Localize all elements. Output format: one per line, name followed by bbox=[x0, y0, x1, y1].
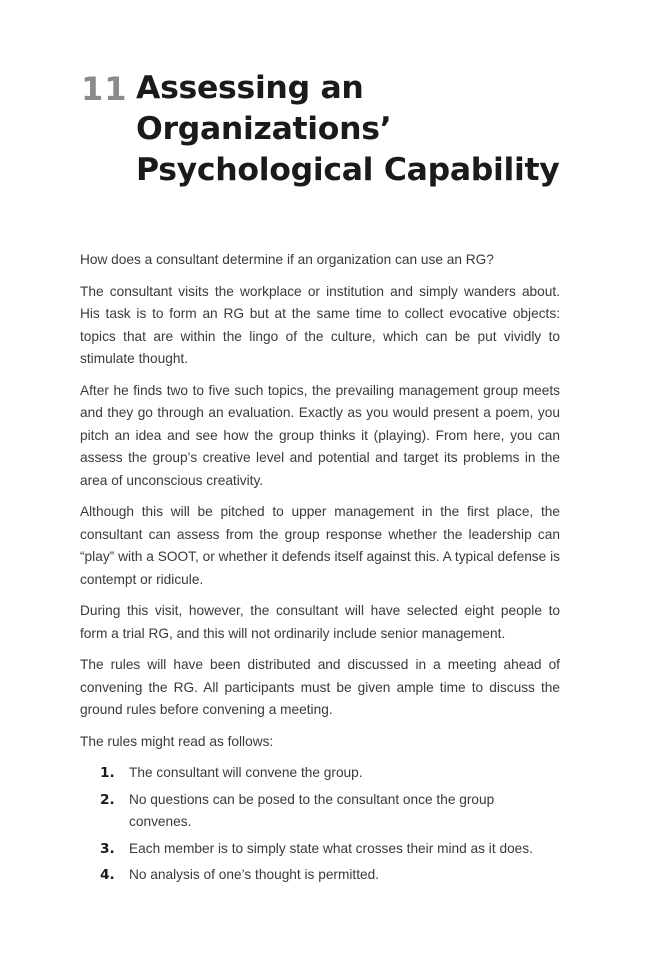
list-text: No questions can be posed to the consultant once the group convenes. bbox=[129, 791, 495, 829]
list-item bbox=[80, 762, 560, 785]
list-item bbox=[80, 838, 560, 861]
chapter-title-line: Organizations’ bbox=[136, 111, 392, 147]
list-number: 4. bbox=[100, 867, 115, 883]
list-text: The consultant will convene the group. bbox=[129, 765, 363, 780]
body-text bbox=[80, 249, 560, 891]
list-number: 2. bbox=[100, 791, 115, 808]
paragraph: Although this will be pitched to upper management in the first place, the consultant can assess from the group response whether the leadership can “play” with a SOOT, or whether it defends itself against this. A typical defense is contempt or ridicule. bbox=[80, 504, 560, 587]
chapter-title bbox=[136, 68, 576, 191]
paragraph: The rules will have been distributed and discussed in a meeting ahead of convening the RG. All participants must be given ample time to discuss the ground rules before convening a meeting. bbox=[80, 657, 560, 717]
list-text: No analysis of one’s thought is permitted. bbox=[129, 867, 380, 882]
paragraph: During this visit, however, the consultant will have selected eight people to form a trial RG, and this will not ordinarily include senior management. bbox=[80, 603, 560, 641]
paragraph: The consultant visits the workplace or institution and simply wanders about. His task is to form an RG but at the same time to collect evocative objects: topics that are within the lingo of the culture, which can be put vividly to stimulate thought. bbox=[80, 283, 560, 366]
list-item bbox=[80, 789, 560, 834]
list-number: 1. bbox=[100, 765, 115, 781]
list-text: Each member is to simply state what crosses their mind as it does. bbox=[129, 840, 533, 856]
chapter-title-line: Psychological Capability bbox=[136, 152, 560, 188]
list-item bbox=[80, 864, 560, 887]
paragraph: How does a consultant determine if an organization can use an RG? bbox=[80, 252, 494, 267]
chapter-title-line: Assessing an bbox=[136, 70, 364, 106]
chapter-number: 11 bbox=[81, 70, 128, 108]
list-number: 3. bbox=[100, 840, 115, 857]
rules-list bbox=[80, 762, 560, 887]
paragraph: After he finds two to five such topics, the prevailing management group meets and they go through an evaluation. Exactly as you would present a poem, you pitch an idea and see how the group thinks it (playing). From here, you can assess the group’s creative level and potential and target its problems in the area of unconscious creativity. bbox=[80, 382, 560, 488]
paragraph: The rules might read as follows: bbox=[80, 733, 274, 749]
